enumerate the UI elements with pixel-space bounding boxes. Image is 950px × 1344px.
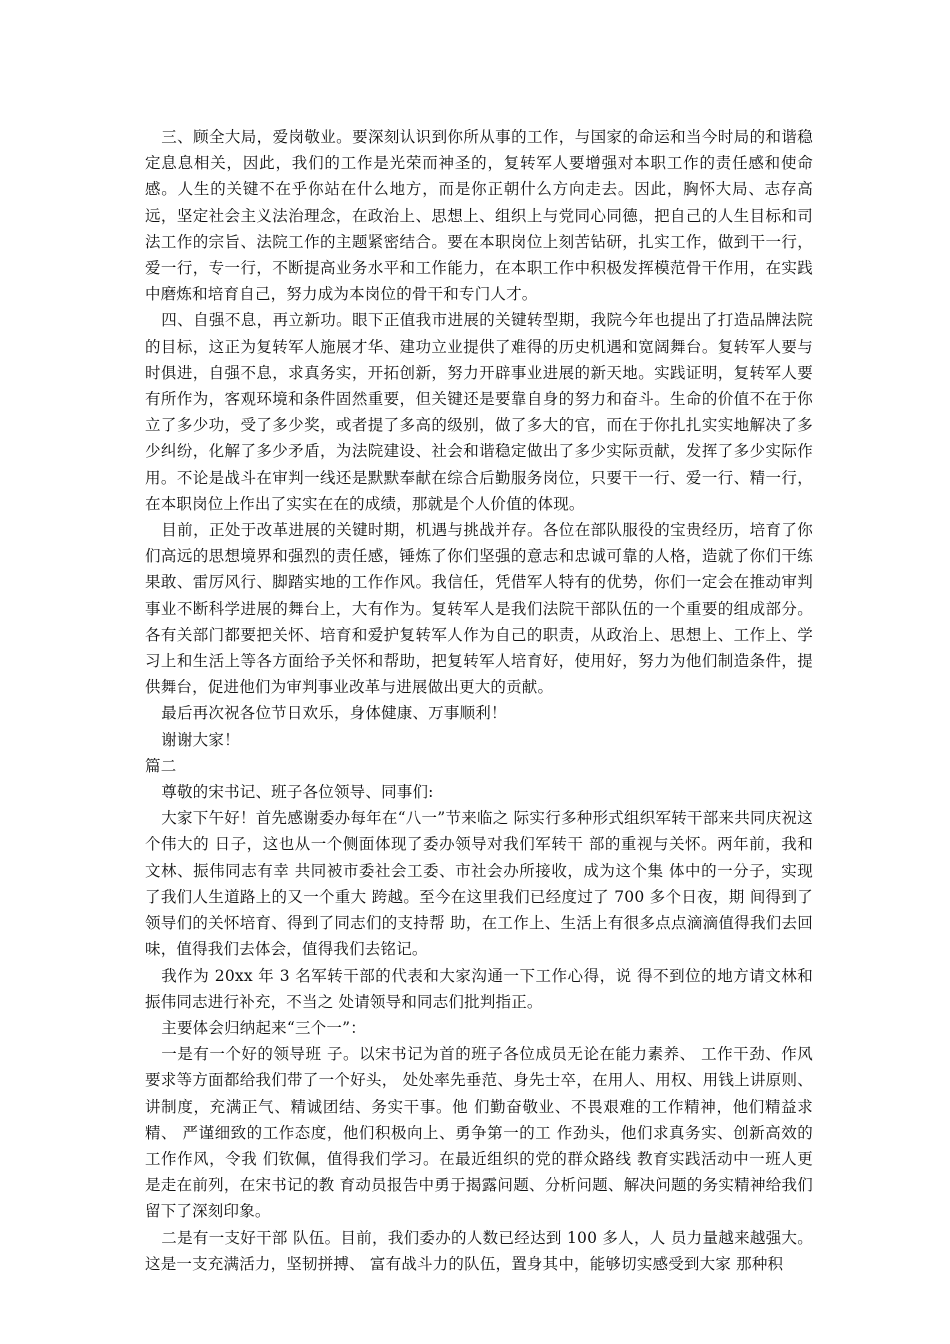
paragraph-three-points: 主要体会归纳起来“三个一”：: [161, 1018, 366, 1037]
paragraph-salutation: 尊敬的宋书记、班子各位领导、同事们:: [161, 783, 434, 802]
paragraph-thanks: 谢谢大家！: [161, 730, 240, 749]
paragraph-representative: 我作为 20xx 年 3 名军转干部的代表和大家沟通一下工作心得，说 得不到位的地方请文林和振伟同志进行补充，不当之 处请领导和同志们批判指正。: [145, 966, 813, 1011]
paragraph-3-overall-situation: 三、顾全大局，爱岗敬业。要深刻认识到你所从事的工作，与国家的命运和当今时局的和谐稳定息息相关，因此，我们的工作是光荣而神圣的，复转军人要增强对本职工作的责任感和使命感。人生的关键不在乎你站在什么地方，而是你正朝什么方向走去。因此，胸怀大局、志存高远，坚定社会主义法治理念，在政治上、思想上、组织上与党同心同德，把自己的人生目标和司法工作的宗旨、法院工作的主题紧密结合。要在本职岗位上刻苦钻研，扎实工作，做到干一行，爱一行，专一行，不断提高业务水平和工作能力，在本职工作中积极发挥模范骨干作用，在实践中磨炼和培育自己，努力成为本岗位的骨干和专门人才。: [145, 128, 813, 304]
paragraph-current-period: 目前，正处于改革进展的关键时期，机遇与挑战并存。各位在部队服役的宝贵经历，培育了你们高远的思想境界和强烈的责任感，锤炼了你们坚强的意志和忠诚可靠的人格，造就了你们干练果敢、雷厉风行、脚踏实地的工作作风。我信任，凭借军人特有的优势，你们一定会在推动审判事业不断科学进展的舞台上，大有作为。复转军人是我们法院干部队伍的一个重要的组成部分。各有关部门都要把关怀、培育和爱护复转军人作为自己的职责，从政治上、思想上、工作上、学习上和生活上等各方面给予关怀和帮助，把复转军人培育好，使用好，努力为他们制造条件，提供舞台，促进他们为审判事业改革与进展做出更大的贡献。: [145, 521, 813, 697]
paragraph-point-two: 二是有一支好干部 队伍。目前，我们委办的人数已经达到 100 多人，人 员力量越来越强大。这是一支充满活力，坚韧拼搏、 富有战斗力的队伍，置身其中，能够切实感受到大家 那种积: [145, 1228, 813, 1273]
paragraph-4-self-improvement: 四、自强不息，再立新功。眼下正值我市进展的关键转型期，我院今年也提出了打造品牌法院的目标，这正为复转军人施展才华、建功立业提供了难得的历史机遇和宽阔舞台。复转军人要与时俱进，自强不息，求真务实，开拓创新，努力开辟事业进展的新天地。实践证明，复转军人要有所作为，客观环境和条件固然重要，但关键还是要靠自身的努力和奋斗。生命的价值不在于你立了多少功，受了多少奖，或者提了多高的级别，做了多大的官，而在于你扎扎实实地解决了多少纠纷，化解了多少矛盾，为法院建设、社会和谐稳定做出了多少实际贡献，发挥了多少实际作用。不论是战斗在审判一线还是默默奉献在综合后勤服务岗位，只要干一行、爱一行、精一行，在本职岗位上作出了实实在在的成绩，那就是个人价值的体现。: [145, 311, 813, 513]
paragraph-greeting: 大家下午好！首先感谢委办每年在“八一”节来临之 际实行多种形式组织军转干部来共同庆祝这个伟大的 日子，这也从一个侧面体现了委办领导对我们军转干 部的重视与关怀。两年前，我和文林、振伟同志有幸 共同被市委社会工委、市社会办所接收，成为这个集 体中的一分子，实现了我们人生道路上的又一个重大 跨越。至今在这里我们已经度过了 700 多个日夜，期 间得到了领导们的关怀培育、得到了同志们的支持帮 助，在工作上、生活上有很多点点滴滴值得我们去回 味，值得我们去体会，值得我们去铭记。: [145, 809, 813, 959]
section-heading-part-two: 篇二: [145, 756, 177, 775]
paragraph-closing-wishes: 最后再次祝各位节日欢乐，身体健康、万事顺利！: [161, 704, 507, 723]
document-body: [145, 124, 813, 1277]
paragraph-point-one: 一是有一个好的领导班 子。以宋书记为首的班子各位成员无论在能力素养、 工作干劲、作风要求等方面都给我们带了一个好头， 处处率先垂范、身先士卒，在用人、用权、用钱上讲原则、讲制度，充满正气、精诚团结、务实干事。他 们勤奋敬业、不畏艰难的工作精神，他们精益求精、 严谨细致的工作态度，他们积极向上、勇争第一的工 作劲头，他们求真务实、创新高效的工作作风，令我 们钦佩，值得我们学习。在最近组织的党的群众路线 教育实践活动中一班人更是走在前列，在宋书记的教 育动员报告中勇于揭露问题、分析问题、解决问题的务实精神给我们留下了深刻印象。: [145, 1045, 813, 1221]
